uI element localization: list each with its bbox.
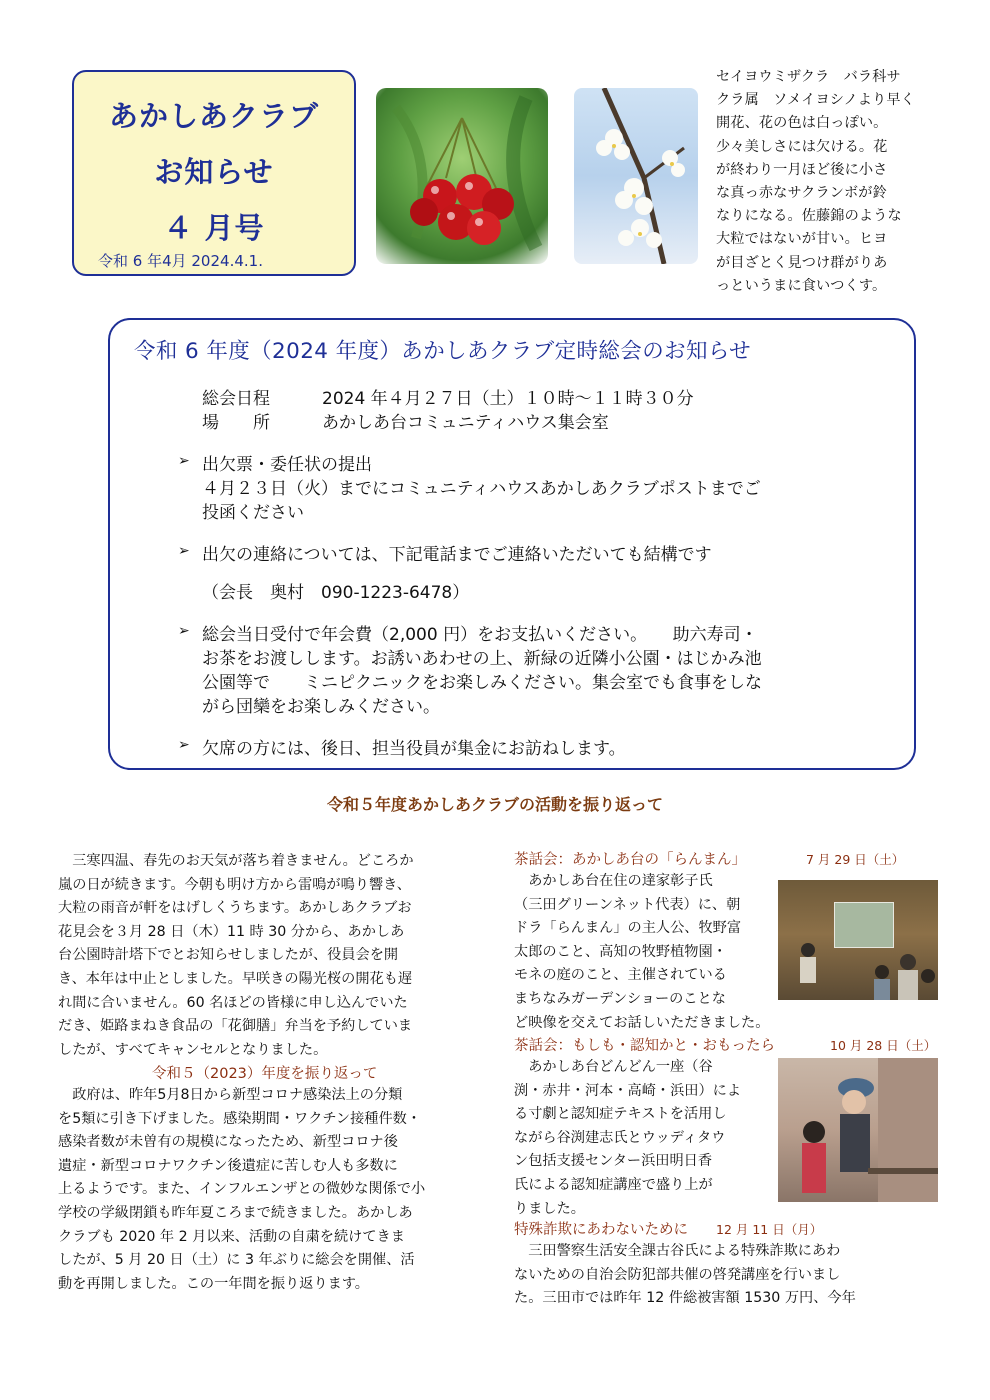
skit-illustration [778,1058,938,1202]
intro-paragraph [58,850,498,1062]
paragraph-line: 太郎のこと、高知の牧野植物園・ [514,943,727,960]
bullet-arrow-icon: ➢ [178,737,190,753]
paragraph-line: 渕・赤井・河本・高崎・浜田）によ [514,1082,742,1099]
paragraph-line: を5類に引き下げました。感染期間・ワクチン接種件数・ [58,1110,422,1127]
event3-date: 12 月 11 日（月） [716,1222,823,1237]
description-line: っというまに食いつくす。 [716,277,887,294]
bullet-fee: 総会当日受付で年会費（2,000 円）をお支払いください。 助六寿司・ [202,625,758,645]
paragraph-line: 学校の学級閉鎖も昨年夏ころまで続きました。あかしあ [58,1204,413,1221]
description-line: なりになる。佐藤錦のような [716,208,902,225]
event2-photo [778,1058,938,1202]
place-label: 場 所 [202,413,270,433]
paragraph-line: 三寒四温、春先のお天気が落ち着きません。どころか [58,853,414,869]
paragraph-line: あかしあ台在住の達家彰子氏 [514,873,713,889]
paragraph-line: あかしあ台どんどん一座（谷 [514,1059,713,1075]
notice-label: お知らせ [154,155,274,189]
event1-text [514,870,769,1035]
event2-date: 10 月 28 日（土） [830,1038,937,1053]
club-name: あかしあクラブ [108,99,319,133]
paragraph-line: 政府は、昨年5月8日から新型コロナ感染法上の分類 [58,1087,403,1103]
issue-date: 令和 6 年4月 2024.4.1. [98,252,263,270]
paragraph-line: 三田警察生活安全課古谷氏による特殊詐欺にあわ [514,1243,841,1259]
newsletter-title-box [72,70,356,276]
paragraph-line: クラブも 2020 年 2 月以来、活動の自粛を続けてきま [58,1228,405,1245]
review-paragraph [58,1084,498,1296]
paragraph-line: したが、5 月 20 日（土）に 3 年ぶりに総会を開催、活 [58,1252,415,1269]
paragraph-line: 花見会を３月 28 日（木）11 時 30 分から、あかしあ [58,923,405,940]
description-line: クラ属 ソメイヨシノより早く [716,92,915,109]
paragraph-line: き、本年は中止としました。早咲きの陽光桜の開花も遅 [58,970,413,987]
review-heading: 令和５年度あかしあクラブの活動を振り返って [326,795,663,814]
paragraph-line: 台公園時計塔下でとお知らせしましたが、役員会を開 [58,947,399,964]
paragraph-line: 大粒の雨音が軒をはげしくうちます。あかしあクラブお [58,900,412,917]
event2-text [514,1056,741,1221]
paragraph-line: 上るようです。また、インフルエンザとの微妙な関係で小 [58,1181,426,1198]
description-line: セイヨウミザクラ バラ科サ [716,69,901,85]
event3-heading: 特殊詐欺にあわないために [514,1222,688,1238]
paragraph-line: 氏による認知症講座で盛り上が [514,1176,713,1193]
bullet-submit-deadline-cont: 投函ください [202,503,304,523]
bullet-fee-cont: お茶をお渡しします。お誘いあわせの上、新緑の近隣小公園・はじかみ池 [202,649,762,669]
schedule-label: 総会日程 [202,389,270,409]
event1-photo [778,880,938,1000]
paragraph-line: ン包括支援センター浜田明日香 [514,1153,713,1170]
blossom-illustration [574,88,698,264]
bullet-fee-cont: がら団欒をお楽しみください。 [202,697,440,717]
bullet-contact: 出欠の連絡については、下記電話までご連絡いただいても結構です [202,545,712,565]
description-line: が終わり一月ほど後に小さ [716,161,888,178]
paragraph-line: まちなみガーデンショーのことな [514,990,726,1007]
event1-heading: 茶話会：あかしあ台の「らんまん」 [514,852,746,868]
description-line: 少々美しさには欠ける。花 [716,138,888,155]
paragraph-line: ドラ「らんまん」の主人公、牧野富 [514,920,742,937]
issue-month: ４ 月号 [163,211,265,245]
cherry-description [716,66,946,298]
cherry-illustration [376,88,548,264]
bullet-submit-forms: 出欠票・委任状の提出 [202,455,372,475]
event2-heading: 茶話会：もしも・認知かと・おもったら [514,1038,775,1054]
notice-title: 令和 6 年度（2024 年度）あかしあクラブ定時総会のお知らせ [134,339,752,364]
description-line: 大粒ではないが甘い。ヒヨ [716,231,888,248]
paragraph-line: 感染者数が未曽有の規模になったため、新型コロナ後 [58,1134,398,1151]
cherry-fruit-photo [376,88,548,264]
audience-illustration [778,880,938,1000]
paragraph-line: だき、姫路まねき食品の「花御膳」弁当を予約していま [58,1018,413,1035]
description-line: が目ざとく見つけ群がりあ [716,254,888,271]
paragraph-line: 嵐の日が続きます。今朝も明け方から雷鳴が鳴り響き、 [58,876,411,893]
paragraph-line: ど映像を交えてお話しいただきました。 [514,1014,770,1031]
paragraph-line: ながら谷渕建志氏とウッディタウ [514,1129,726,1146]
paragraph-line: したが、すべてキャンセルとなりました。 [58,1041,328,1058]
review-subheading: 令和５（2023）年度を振り返って [152,1066,378,1082]
bullet-arrow-icon: ➢ [178,453,190,469]
bullet-arrow-icon: ➢ [178,543,190,559]
paragraph-line: ないための自治会防犯部共催の啓発講座を行いまし [514,1266,841,1283]
description-line: な真っ赤なサクランボが鈴 [716,185,887,202]
paragraph-line: る寸劇と認知症テキストを活用し [514,1106,727,1123]
event3-text [514,1240,856,1311]
paragraph-line: りました。 [514,1200,585,1217]
bullet-fee-cont: 公園等で ミニピクニックをお楽しみください。集会室でも食事をしな [202,673,762,693]
contact-phone: （会長 奥村 090-1223-6478） [202,583,470,603]
cherry-blossom-photo [574,88,698,264]
description-line: 開花、花の色は白っぽい。 [716,115,888,132]
event1-date: 7 月 29 日（土） [806,852,905,867]
bullet-arrow-icon: ➢ [178,623,190,639]
schedule-value: 2024 年４月２７日（土）１０時～１１時３０分 [322,389,694,409]
paragraph-line: モネの庭のこと、主催されている [514,967,727,984]
bullet-submit-deadline: ４月２３日（火）までにコミュニティハウスあかしあクラブポストまでご [202,479,761,499]
paragraph-line: れ間に合いません。60 名ほどの皆様に申し込んでいた [58,994,408,1011]
paragraph-line: （三田グリーンネット代表）に、朝 [514,896,741,913]
paragraph-line: た。三田市では昨年 12 件総被害額 1530 万円、今年 [514,1290,856,1307]
paragraph-line: 遺症・新型コロナワクチン後遺症に苦しむ人も多数に [58,1157,398,1174]
place-value: あかしあ台コミュニティハウス集会室 [322,413,609,433]
paragraph-line: 動を再開しました。この一年間を振り返ります。 [58,1275,369,1292]
bullet-absentees: 欠席の方には、後日、担当役員が集金にお訪ねします。 [202,739,626,759]
